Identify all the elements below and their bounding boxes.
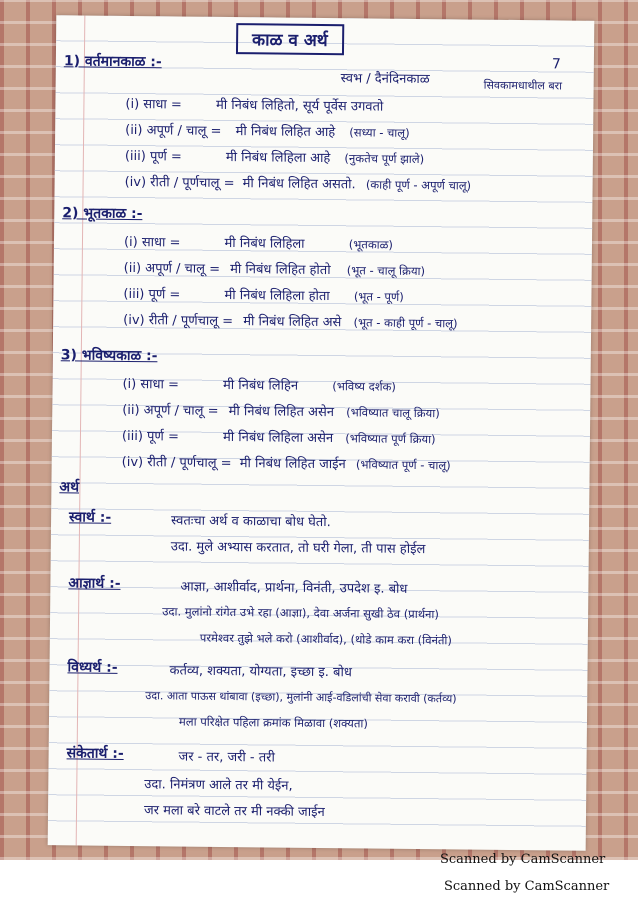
section-1-heading: 1) वर्तमानकाळ :- [63,53,162,71]
s2-item-sentence: मी निबंध लिहिला होता [224,287,330,305]
s3-item-sentence: मी निबंध लिहिन [222,377,299,394]
notebook-page [48,15,595,851]
meaning-3-line-2: उदा. आता पाऊस थांबावा (इच्छा), मुलांनी आई-वडिलांची सेवा करावी (कर्तव्य) [145,689,457,706]
s1-item-note: (काही पूर्ण - अपूर्ण चालू) [365,177,472,193]
s2-item-note: (भूतकाळ) [348,237,393,252]
meaning-1-line-2: उदा. मुले अभ्यास करतात, तो घरी गेला, ती पास होईल [170,539,426,558]
meaning-3-line-3: मला परिक्षेत पहिला क्रमांक मिळावा (शक्यता) [178,714,368,731]
margin-line [76,15,86,845]
s1-item-note: (सध्या - चालू) [349,125,410,140]
s2-item-note: (भूत - काही पूर्ण - चालू) [353,315,458,331]
s2-item-2 [124,258,426,279]
section-3-heading: 3) भविष्यकाळ :- [60,347,158,365]
section-1-corner-note: सिवकामधाथील बरा [483,78,563,93]
artha-label: अर्थ [59,479,80,496]
s2-item-sentence: मी निबंध लिहिला [224,235,305,252]
meaning-3-line-1: कर्तव्य, शक्यता, योग्यता, इच्छा इ. बोध [169,663,352,681]
s3-item-4 [122,452,451,473]
s2-item-sentence: मी निबंध लिहित होतो [230,262,331,279]
meaning-2-line-1: आज्ञा, आशीर्वाद, प्रार्थना, विनंती, उपदेश इ. बोध [180,579,408,597]
meaning-1-heading: स्वार्थ :- [69,509,112,526]
s3-item-note: (भविष्यात चालू क्रिया) [346,405,440,421]
s2-item-label: (iv) रीती / पूर्णचालू = [123,312,234,330]
s1-item-4 [125,172,472,194]
s3-item-label: (ii) अपूर्ण / चालू = [122,402,219,419]
s2-item-label: (iii) पूर्ण = [123,286,181,303]
meaning-4-heading: संकेतार्थ :- [66,745,124,762]
meaning-1-line-1: स्वतःचा अर्थ व काळाचा बोध घेतो. [170,513,331,531]
s1-item-2 [125,120,410,141]
page-title: काळ व अर्थ [236,23,344,55]
s1-item-sentence: मी निबंध लिहितो, सूर्य पूर्वेस उगवतो [215,97,384,115]
s1-item-note: (नुकतेच पूर्ण झाले) [344,151,425,167]
s3-item-label: (iv) रीती / पूर्णचालू = [121,454,232,472]
s1-item-1 [125,94,383,115]
s1-item-sentence: मी निबंध लिहित असतो. [242,176,356,193]
s3-item-2 [122,400,440,421]
meaning-2-heading: आज्ञार्थ :- [68,575,121,592]
s2-item-3 [123,284,404,305]
s3-item-sentence: मी निबंध लिहिला असेन [222,429,334,447]
s3-item-sentence: मी निबंध लिहित जाईन [239,456,346,473]
s3-item-note: (भविष्यात पूर्ण - चालू) [355,457,451,473]
s1-item-3 [125,146,424,167]
s3-item-note: (भविष्यात पूर्ण क्रिया) [345,431,436,447]
meaning-3-heading: विध्यर्थ :- [67,659,118,676]
section-2-heading: 2) भूतकाळ :- [62,205,143,223]
s3-item-label: (i) साधा = [122,376,180,393]
s1-item-label: (ii) अपूर्ण / चालू = [125,122,222,139]
meaning-4-line-1: जर - तर, जरी - तरी [178,749,275,766]
page-number: 7 [551,56,561,73]
s2-item-label: (i) साधा = [123,234,181,251]
scanner-watermark: Scanned by CamScanner [444,879,610,894]
meaning-4-line-2: उदा. निमंत्रण आले तर मी येईन, [144,777,293,794]
s1-item-sentence: मी निबंध लिहिला आहे [225,149,331,167]
s1-item-label: (iv) रीती / पूर्णचालू = [124,174,235,192]
s3-item-note: (भविष्य दर्शक) [332,379,396,394]
s1-item-sentence: मी निबंध लिहित आहे [235,124,336,141]
s3-item-1 [122,374,396,395]
s3-item-sentence: मी निबंध लिहित असेन [228,404,335,421]
meaning-2-line-3: परमेश्वर तुझे भले करो (आशीर्वाद), (थोडे काम करा (विनंती) [199,630,452,648]
meaning-2-line-2: उदा. मुलांनो रांगेत उभे रहा (आज्ञा), देवा अर्जना सुखी ठेव (प्रार्थना) [162,604,440,622]
s1-item-label: (iii) पूर्ण = [124,148,182,165]
meaning-4-line-3: जर मला बरे वाटले तर मी नक्की जाईन [143,803,325,821]
section-1-subheading: स्वभ / दैनंदिनकाळ [340,71,430,88]
s2-item-4 [123,310,458,332]
scanner-watermark: Scanned by CamScanner [440,852,606,867]
s2-item-note: (भूत - चालू क्रिया) [346,263,426,279]
s2-item-label: (ii) अपूर्ण / चालू = [123,260,221,277]
s3-item-3 [122,426,436,447]
s2-item-1 [124,232,393,253]
s1-item-label: (i) साधा = [125,96,182,113]
s2-item-sentence: मी निबंध लिहित असे [243,314,342,331]
s2-item-note: (भूत - पूर्ण) [353,289,404,304]
s3-item-label: (iii) पूर्ण = [121,428,179,445]
